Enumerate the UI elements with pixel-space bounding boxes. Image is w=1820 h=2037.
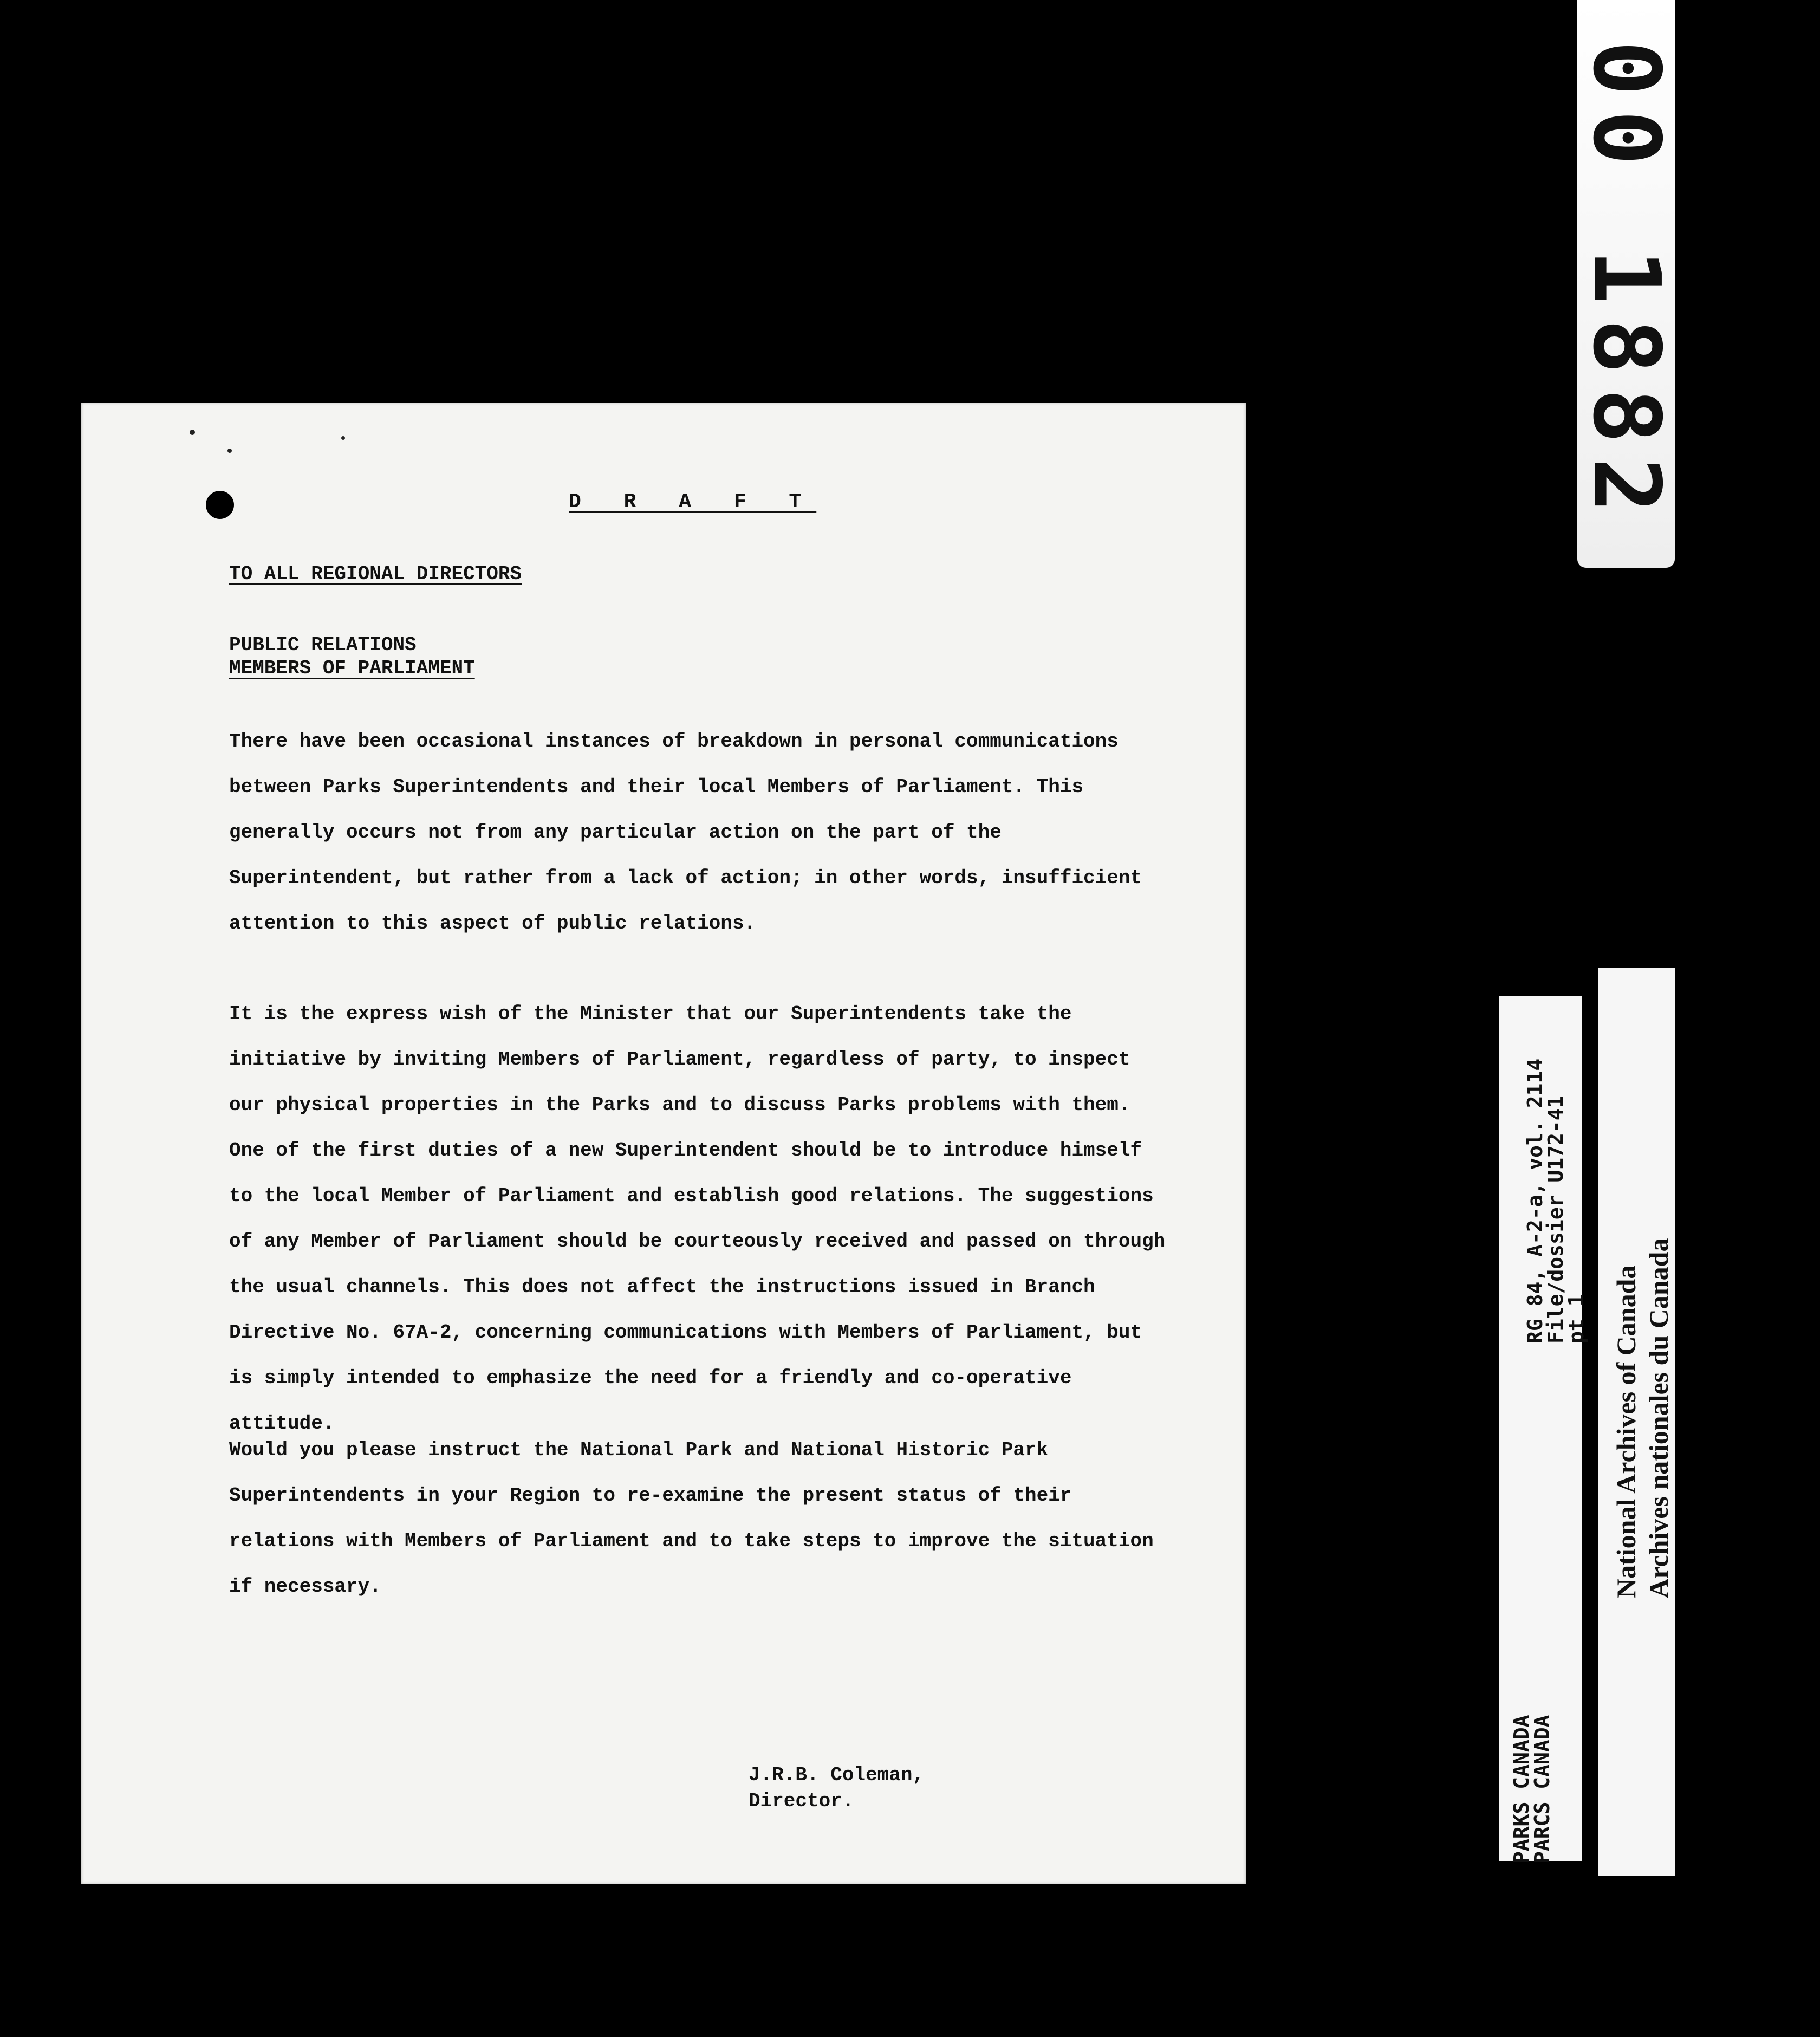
paragraph-1 [229, 719, 1258, 946]
archive-reference-text [1525, 1059, 1587, 1344]
text-line: to the local Member of Parliament and establish good relations. The suggestions [229, 1185, 1154, 1207]
speck [190, 430, 195, 435]
text-line: There have been occasional instances of breakdown in personal communications [229, 730, 1119, 752]
reference-line-3: pt 1 [1564, 1294, 1588, 1344]
reel-number: 00 1882 [1572, 40, 1680, 528]
speck [341, 436, 345, 440]
archives-fr: Archives nationales du Canada [1643, 1238, 1674, 1598]
text-line: of any Member of Parliament should be courteously received and passed on through [229, 1230, 1166, 1253]
agency-text [1511, 1715, 1552, 1864]
text-line: Superintendent, but rather from a lack of action; in other words, insufficient [229, 867, 1142, 889]
punch-hole [206, 491, 234, 519]
paragraph-3 [229, 1428, 1258, 1610]
signature-name: J.R.B. Coleman, [749, 1764, 925, 1786]
text-line: generally occurs not from any particular action on the part of the [229, 821, 1002, 844]
salutation: TO ALL REGIONAL DIRECTORS [229, 563, 522, 585]
agency-fr: PARCS CANADA [1530, 1715, 1554, 1864]
subject-line-2: MEMBERS OF PARLIAMENT [229, 657, 475, 679]
text-line: relations with Members of Parliament and to take steps to improve the situation [229, 1530, 1154, 1552]
reel-number-tab [1572, 0, 1680, 568]
text-line: One of the first duties of a new Superintendent should be to introduce himself [229, 1139, 1142, 1162]
paragraph-2 [229, 991, 1258, 1446]
text-line: initiative by inviting Members of Parliament, regardless of party, to inspect [229, 1048, 1130, 1071]
reference-line-2: File/dossier U172-41 [1544, 1095, 1568, 1344]
signature-block [749, 1762, 924, 1814]
archives-text [1610, 1238, 1675, 1598]
text-line: our physical properties in the Parks and to discuss Parks problems with them. [229, 1094, 1130, 1116]
speck [227, 449, 232, 453]
text-line: if necessary. [229, 1575, 381, 1598]
text-line: attitude. [229, 1412, 335, 1435]
agency-en: PARKS CANADA [1510, 1715, 1533, 1864]
text-line: the usual channels. This does not affect the instructions issued in Branch [229, 1276, 1095, 1298]
draft-heading: D R A F T [569, 490, 817, 514]
subject-line-1: PUBLIC RELATIONS [229, 634, 417, 656]
text-line: It is the express wish of the Minister that our Superintendents take the [229, 1003, 1072, 1025]
text-line: Superintendents in your Region to re-examine the present status of their [229, 1484, 1072, 1507]
signature-title: Director. [749, 1790, 854, 1812]
text-line: Would you please instruct the National Park and National Historic Park [229, 1439, 1049, 1461]
reference-line-1: RG 84, A-2-a, vol. 2114 [1523, 1058, 1547, 1344]
document-page [81, 403, 1246, 1884]
text-line: Directive No. 67A-2, concerning communications with Members of Parliament, but [229, 1321, 1142, 1344]
text-line: is simply intended to emphasize the need for a friendly and co-operative [229, 1367, 1072, 1389]
text-line: attention to this aspect of public relations. [229, 912, 756, 935]
text-line: between Parks Superintendents and their local Members of Parliament. This [229, 776, 1084, 798]
archives-en: National Archives of Canada [1611, 1265, 1641, 1598]
